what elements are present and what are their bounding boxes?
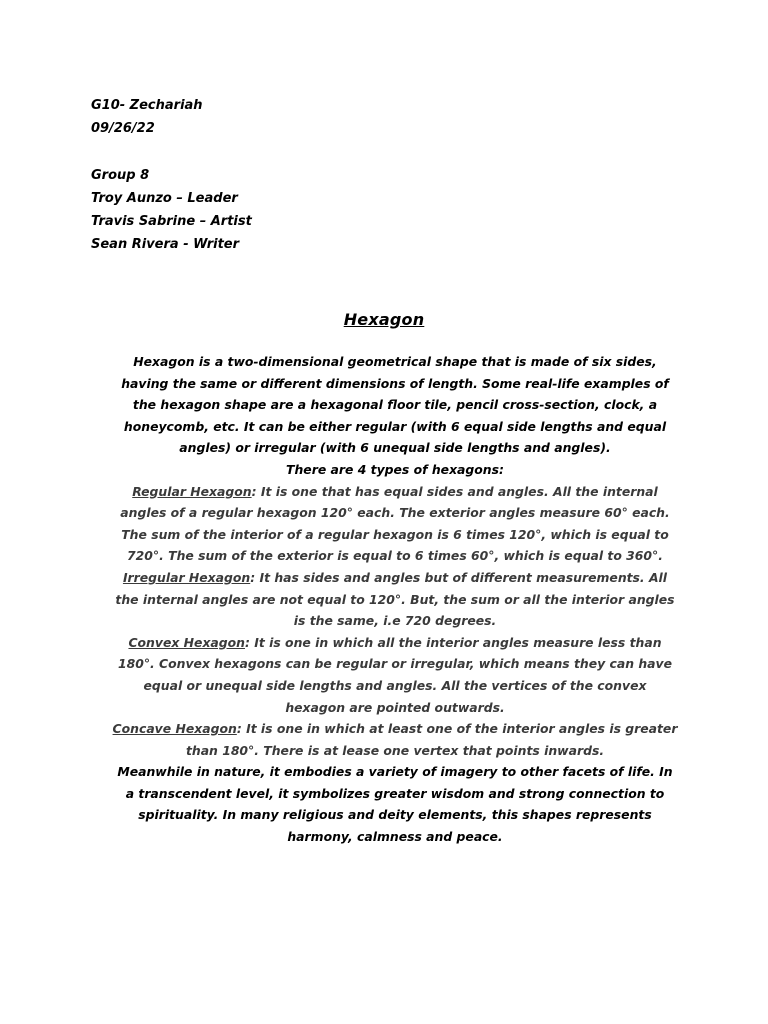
intro-paragraph: Hexagon is a two-dimensional geometrical shape that is made of six sides, having the same or different dimensions of length. Some real-life examples of the hexagon shape are a hexagonal floor tile, pencil cross-section, clock, a honeycomb, etc. It can be either regular (with 6 equal side lengths and equal angles) or irregular (with 6 unequal side lengths and angles). xyxy=(121,354,669,456)
body-text xyxy=(112,351,678,848)
member-leader: Troy Aunzo – Leader xyxy=(91,191,238,206)
types-heading: There are 4 types of hexagons: xyxy=(286,461,504,477)
type-irregular xyxy=(112,567,678,632)
closing-paragraph: Meanwhile in nature, it embodies a variety of imagery to other facets of life. In a transcendent level, it symbolizes greater wisdom and strong connection to spirituality. In many religious and deity elements, this shapes represents harmony, calmness and peace. xyxy=(117,764,673,845)
type-convex xyxy=(112,632,678,718)
member-writer: Sean Rivera - Writer xyxy=(91,237,240,252)
type-regular xyxy=(112,481,678,567)
type-concave xyxy=(112,718,678,761)
page-title: Hexagon xyxy=(343,310,425,329)
member-artist: Travis Sabrine – Artist xyxy=(91,214,252,229)
type-term: Concave Hexagon xyxy=(112,721,237,737)
type-description: : It is one that has equal sides and angles. All the internal angles of a regular hexagon 120° each. The exterior angles measure 60° each. The sum of the interior of a regular hexagon is 6 times 120°, which is equal to 720°. The sum of the exterior is equal to 6 times 60°, which is equal to 360°. xyxy=(120,483,670,564)
spacer xyxy=(91,140,252,164)
date: 09/26/22 xyxy=(91,121,155,136)
class-name: G10- Zechariah xyxy=(91,98,203,113)
type-term: Convex Hexagon xyxy=(128,634,245,650)
type-description: : It is one in which at least one of the interior angles is greater than 180°. There is at lease one vertex that points inwards. xyxy=(185,721,678,758)
header-block xyxy=(91,94,252,256)
group-name: Group 8 xyxy=(91,168,150,183)
type-description: : It has sides and angles but of different measurements. All the internal angles are not equal to 120°. But, the sum or all the interior angles is the same, i.e 720 degrees. xyxy=(115,569,675,629)
type-term: Irregular Hexagon xyxy=(122,569,251,585)
type-term: Regular Hexagon xyxy=(132,483,252,499)
type-description: : It is one in which all the interior angles measure less than 180°. Convex hexagons can be regular or irregular, which means they can have equal or unequal side lengths and angles. All the vertices of the convex hexagon are pointed outwards. xyxy=(117,634,673,715)
